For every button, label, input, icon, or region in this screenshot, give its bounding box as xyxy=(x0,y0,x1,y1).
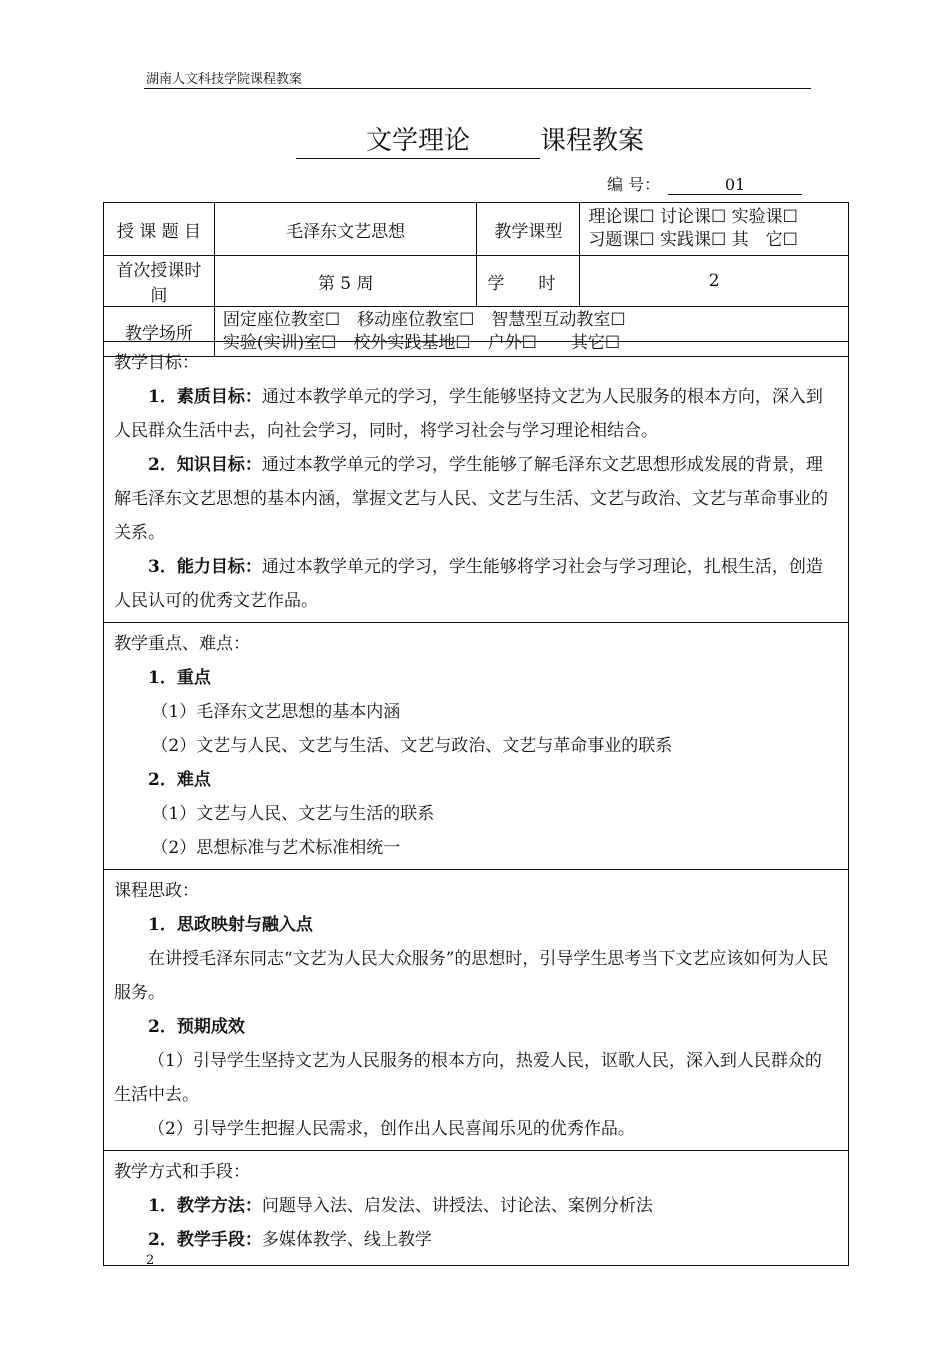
first-time-label: 首次授课时间 xyxy=(104,256,215,307)
venue-label: 教学场所 xyxy=(104,307,215,357)
difficulty-item: （1）文艺与人民、文艺与生活的联系 xyxy=(151,804,435,824)
difficulty-item: （2）思想标准与艺术标准相统一 xyxy=(151,838,401,858)
type-options-line1: 理论课☐ 讨论课☐ 实验课☐ xyxy=(588,207,798,227)
ideology-effect-label: 2．预期成效 xyxy=(148,1017,245,1037)
objective-text: 通过本教学单元的学习，学生能够将学习社会与学习理论，扎根生活，创造人民认可的优秀文艺作品。 xyxy=(114,557,823,611)
key-points-section xyxy=(104,622,848,869)
header-school-course: 湖南人文科技学院课程教案 xyxy=(146,72,303,87)
difficulty-label: 2．难点 xyxy=(148,770,211,790)
hours-value: 2 xyxy=(580,256,849,307)
first-time-value: 第 5 周 xyxy=(214,256,477,307)
methods-heading: 教学方式和手段： xyxy=(114,1162,250,1182)
ideology-section xyxy=(104,869,848,1150)
number-label: 编 号： xyxy=(607,175,661,194)
means-text: 多媒体教学、线上教学 xyxy=(261,1230,432,1250)
objective-item xyxy=(114,448,838,550)
objective-text: 通过本教学单元的学习，学生能够了解毛泽东文艺思想形成发展的背景，理解毛泽东文艺思想的基本内涵，掌握文艺与人民、文艺与生活、文艺与政治、文艺与革命事业的关系。 xyxy=(114,455,828,543)
page-title xyxy=(296,124,644,159)
key-points-heading: 教学重点、难点： xyxy=(114,634,250,654)
hours-label: 学 时 xyxy=(477,256,580,307)
header-rule xyxy=(144,88,811,89)
method-row xyxy=(114,1189,838,1223)
meta-table xyxy=(103,202,849,357)
method-text: 问题导入法、启发法、讲授法、讨论法、案例分析法 xyxy=(261,1196,653,1216)
ideology-effect-item: （1）引导学生坚持文艺为人民服务的根本方向，热爱人民，讴歌人民，深入到人民群众的生活中去。 xyxy=(114,1051,822,1105)
venue-options-line1: 固定座位教室☐ 移动座位教室☐ 智慧型互动教室☐ xyxy=(222,309,626,330)
ideology-point-label: 1．思政映射与融入点 xyxy=(148,915,313,935)
method-label: 1．教学方法： xyxy=(148,1196,262,1216)
venue-options-line2: 实验(实训)室☐ 校外实践基地☐ 户外☐ 其它☐ xyxy=(222,332,621,353)
course-name: 文学理论 xyxy=(296,124,540,159)
type-options xyxy=(580,203,849,256)
objective-label: 1．素质目标： xyxy=(148,387,262,407)
ideology-point-text: 在讲授毛泽东同志“文艺为人民大众服务”的思想时，引导学生思考当下文艺应该如何为人民服务。 xyxy=(114,949,829,1003)
key-item: （1）毛泽东文艺思想的基本内涵 xyxy=(151,702,401,722)
objective-item xyxy=(114,550,838,618)
key-item: （2）文艺与人民、文艺与生活、文艺与政治、文艺与革命事业的联系 xyxy=(151,736,673,756)
ideology-effect-item: （2）引导学生把握人民需求，创作出人民喜闻乐见的优秀作品。 xyxy=(148,1119,635,1139)
objective-item xyxy=(114,380,838,448)
content-sections xyxy=(103,341,849,1266)
objective-text: 通过本教学单元的学习，学生能够坚持文艺为人民服务的根本方向，深入到人民群众生活中去，向社会学习，同时，将学习社会与学习理论相结合。 xyxy=(114,387,823,441)
type-label: 教学课型 xyxy=(477,203,580,256)
number-value: 01 xyxy=(668,175,802,195)
topic-value: 毛泽东文艺思想 xyxy=(214,203,477,256)
type-options-line2: 习题课☐ 实践课☐ 其 它☐ xyxy=(588,230,798,250)
objective-label: 3．能力目标： xyxy=(148,557,262,577)
means-row xyxy=(114,1223,838,1257)
key-label: 1．重点 xyxy=(148,668,211,688)
methods-section xyxy=(104,1150,848,1265)
means-label: 2．教学手段： xyxy=(148,1230,262,1250)
objectives-section xyxy=(104,341,848,622)
number-row xyxy=(607,172,802,195)
objectives-heading: 教学目标： xyxy=(114,353,199,373)
ideology-heading: 课程思政： xyxy=(114,881,199,901)
topic-label: 授 课 题 目 xyxy=(104,203,215,256)
page-number: 2 xyxy=(146,1253,155,1268)
objective-label: 2．知识目标： xyxy=(148,455,262,475)
title-suffix: 课程教案 xyxy=(540,126,645,156)
